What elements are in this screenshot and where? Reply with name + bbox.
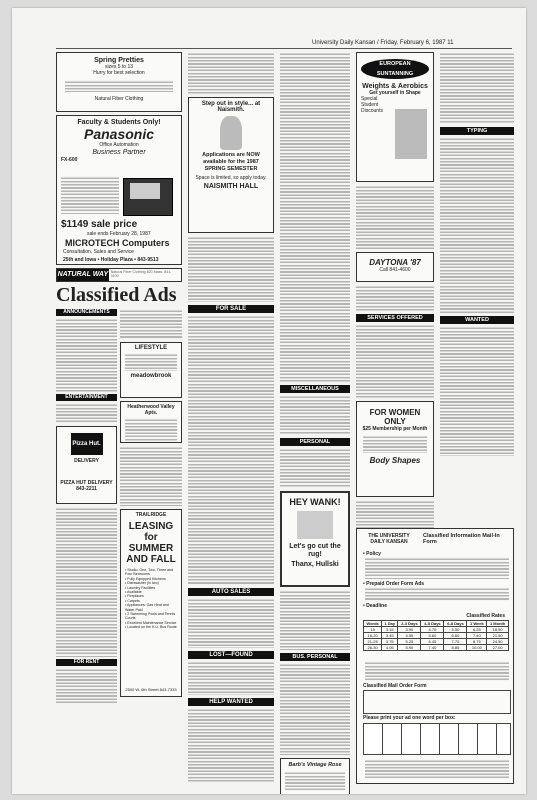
leasing-features	[125, 568, 177, 630]
section-auto-sales: AUTO SALES	[188, 588, 274, 596]
form-title: Classified Mail Order Form	[363, 683, 427, 689]
section-for-sale: FOR SALE	[188, 305, 274, 313]
rates-cell: 15	[364, 627, 382, 633]
pizza-hut-ad	[56, 426, 117, 504]
leasing-title: LEASING for SUMMER AND FALL	[126, 521, 176, 565]
natural-way-info: Natural Fiber Clothing 820 Mass. 841-0100	[110, 270, 172, 279]
section-wanted: WANTED	[440, 316, 514, 324]
rates-cell: 8.85	[444, 645, 467, 651]
mailin-policy: • Policy	[363, 551, 381, 557]
rates-header-cell: 1 Day	[382, 621, 398, 627]
rates-cell: 6.25	[467, 627, 487, 633]
body-shapes-logo: Body Shapes	[369, 456, 421, 465]
heywank-line1: Let's go cut the rug!	[289, 543, 341, 558]
rates-header-cell: 4-5 Days	[421, 621, 444, 627]
rates-cell: 7.40	[467, 633, 487, 639]
rates-row	[364, 645, 509, 651]
mail-in-form	[356, 528, 514, 784]
spring-note: Hurry for best selection	[93, 70, 145, 76]
panasonic-price: $1149 sale price	[61, 219, 138, 230]
rates-header-cell: Words	[364, 621, 382, 627]
section-for-rent: FOR RENT	[56, 659, 117, 666]
panasonic-brand: Panasonic	[83, 126, 155, 142]
rates-cell: 5.50	[444, 627, 467, 633]
rates-cell: 5.90	[398, 645, 421, 651]
barb-title: Barb's Vintage Rose	[288, 762, 342, 768]
dancers-image	[297, 511, 333, 539]
natural-way-ad	[56, 268, 182, 282]
euro-logo: EUROPEAN SUNTANNING	[361, 59, 429, 79]
leasing-feature: • Available	[125, 590, 142, 595]
rates-cell: 26-30	[364, 645, 382, 651]
lifestyle-ad	[120, 342, 182, 398]
kansan-masthead: THE UNIVERSITY DAILY KANSAN	[368, 533, 410, 545]
leasing-feature: • Excellent Maintenance Service	[125, 620, 177, 625]
rates-cell: 3.90	[398, 627, 421, 633]
form-print: Please print your ad one word per box:	[363, 715, 456, 721]
spring-sizes: sizes 5 to 13	[104, 64, 134, 70]
pizza-phone: PIZZA HUT DELIVERY 843-2211	[60, 480, 113, 492]
daytona-ad	[356, 252, 434, 282]
athlete-image	[395, 109, 427, 159]
trailridge-brand: TRAILRIDGE	[135, 512, 167, 518]
rates-cell: 21-25	[364, 639, 382, 645]
rates-title: Classified Rates	[466, 613, 505, 619]
heatherwood-ad	[120, 401, 182, 443]
european-suntanning-ad	[356, 52, 434, 182]
leasing-feature: • Fireplaces	[125, 594, 144, 599]
hey-wank-ad	[280, 491, 350, 587]
naismith-name: NAISMITH HALL	[203, 183, 259, 190]
daytona-title: DAYTONA '87	[369, 258, 421, 267]
spring-title: Spring Pretties	[94, 57, 144, 64]
rates-cell: 5.25	[398, 639, 421, 645]
microtech-sub: Consultation, Sales and Service	[63, 249, 134, 255]
rates-cell: 21.50	[487, 633, 509, 639]
computer-image	[123, 178, 173, 216]
rates-cell: 7.40	[421, 645, 444, 651]
mailin-prepaid: • Prepaid Order Form Ads	[363, 581, 425, 587]
rates-cell: 16-20	[364, 633, 382, 639]
trailridge-ad	[120, 509, 182, 697]
section-announcements: ANNOUNCEMENTS	[56, 309, 117, 316]
heywank-line2: Thanx, Hullski	[291, 561, 339, 568]
section-personal: PERSONAL	[280, 438, 350, 446]
rates-cell: 27.00	[487, 645, 509, 651]
meadowbrook-logo: meadowbrook	[130, 373, 172, 379]
rates-cell: 4.55	[398, 633, 421, 639]
rates-cell: 3.75	[382, 639, 398, 645]
leasing-feature: • 2 Swimming Pools and Tennis Courts	[125, 612, 176, 621]
barbs-vintage-ad	[280, 758, 350, 794]
leasing-feature: • Fully Equipped Kitchens	[125, 576, 166, 581]
panasonic-ends: sale ends February 28, 1987	[87, 231, 151, 237]
newspaper-page	[12, 8, 526, 794]
section-services-offered: SERVICES OFFERED	[356, 314, 434, 322]
naismith-apps: Applications are NOW available for the 1987 SPRING SEMESTER	[202, 152, 260, 172]
leasing-feature: • Studio, One, Two, Three and Four Bedrooms	[125, 568, 174, 577]
rates-cell: 5.60	[421, 633, 444, 639]
panasonic-ad	[56, 115, 182, 265]
leasing-addr: 2500 W. 6th Street 843-7333	[125, 687, 177, 692]
section-miscellaneous: MISCELLANEOUS	[280, 385, 350, 393]
rates-cell: 3.45	[382, 633, 398, 639]
rates-cell: 10.00	[467, 645, 487, 651]
spring-store: Natural Fiber Clothing	[94, 96, 144, 102]
rates-header-cell: 1 Month	[487, 621, 509, 627]
panasonic-model: FX-600	[61, 157, 78, 163]
leasing-feature: • Dishwasher (in two)	[125, 581, 159, 586]
panasonic-sub: Office Automation	[99, 142, 139, 148]
women-sub: $25 Membership per Month	[362, 426, 428, 432]
figure-image	[220, 116, 242, 150]
women-title: FOR WOMEN ONLY	[369, 408, 421, 426]
lifestyle-title: LIFESTYLE	[134, 345, 168, 351]
rates-cell: 18.50	[487, 627, 509, 633]
leasing-feature: • Laundry Facilities	[125, 585, 156, 590]
naismith-space: Space is limited, so apply today.	[195, 175, 267, 181]
heatherwood-title: Heatherwood Valley Apts.	[127, 404, 175, 416]
spring-pretties-ad	[56, 52, 182, 112]
page-header: University Daily Kansan / Friday, February 6, 1987 11	[312, 40, 454, 46]
naismith-title: Step out in style... at Naismith.	[201, 101, 261, 113]
natural-way-logo: NATURAL WAY	[57, 269, 109, 281]
daytona-sub: Call 841-4600	[379, 267, 411, 273]
section-typing: TYPING	[440, 127, 514, 135]
pizza-delivery: DELIVERY	[74, 458, 99, 464]
rates-cell: 7.70	[444, 639, 467, 645]
section-bus-personal: BUS. PERSONAL	[280, 653, 350, 661]
leasing-feature: • Carpets	[125, 598, 140, 603]
heywank-title: HEY WANK!	[289, 497, 341, 507]
section-help-wanted: HELP WANTED	[188, 698, 274, 706]
microtech-name: MICROTECH Computers	[65, 238, 170, 248]
panasonic-partner: Business Partner	[92, 149, 146, 156]
section-lost-found: LOST—FOUND	[188, 651, 274, 659]
rates-table	[363, 620, 509, 651]
rates-cell: 4.05	[382, 645, 398, 651]
rates-header-cell: 1 Week	[467, 621, 487, 627]
rates-cell: 24.50	[487, 639, 509, 645]
rates-header-cell: 6-8 Days	[444, 621, 467, 627]
mailin-deadline: • Deadline	[363, 603, 387, 609]
microtech-addr: 25th and Iowa • Holiday Plaza • 843-9513	[63, 257, 159, 263]
euro-sub3: Special Student Discounts	[361, 96, 383, 114]
rates-header-cell: 2-3 Days	[398, 621, 421, 627]
euro-sub: Weights & Aerobics	[362, 83, 428, 90]
panasonic-top: Faculty & Students Only!	[77, 119, 161, 126]
form-name-fields[interactable]	[363, 690, 511, 714]
euro-sub2: Get yourself in Shape	[369, 90, 421, 96]
mailin-title: Classified Information Mail-In Form	[423, 533, 500, 545]
section-entertainment: ENTERTAINMENT	[56, 394, 117, 401]
rates-cell: 4.75	[421, 627, 444, 633]
rates-cell: 8.75	[467, 639, 487, 645]
rates-cell: 3.15	[382, 627, 398, 633]
header-rule	[56, 48, 512, 49]
classified-ads-title: Classified Ads	[56, 284, 177, 306]
leasing-feature: • Appliances: Gas Heat and Water Paid	[125, 603, 169, 612]
rates-cell: 6.60	[444, 633, 467, 639]
leasing-feature: • Located on the K.U. Bus Route	[125, 625, 177, 630]
for-women-only-ad	[356, 401, 434, 497]
rates-cell: 6.45	[421, 639, 444, 645]
naismith-ad	[188, 97, 274, 233]
pizza-hut-logo: Pizza Hut.	[71, 433, 103, 455]
word-boxes[interactable]	[363, 723, 511, 755]
